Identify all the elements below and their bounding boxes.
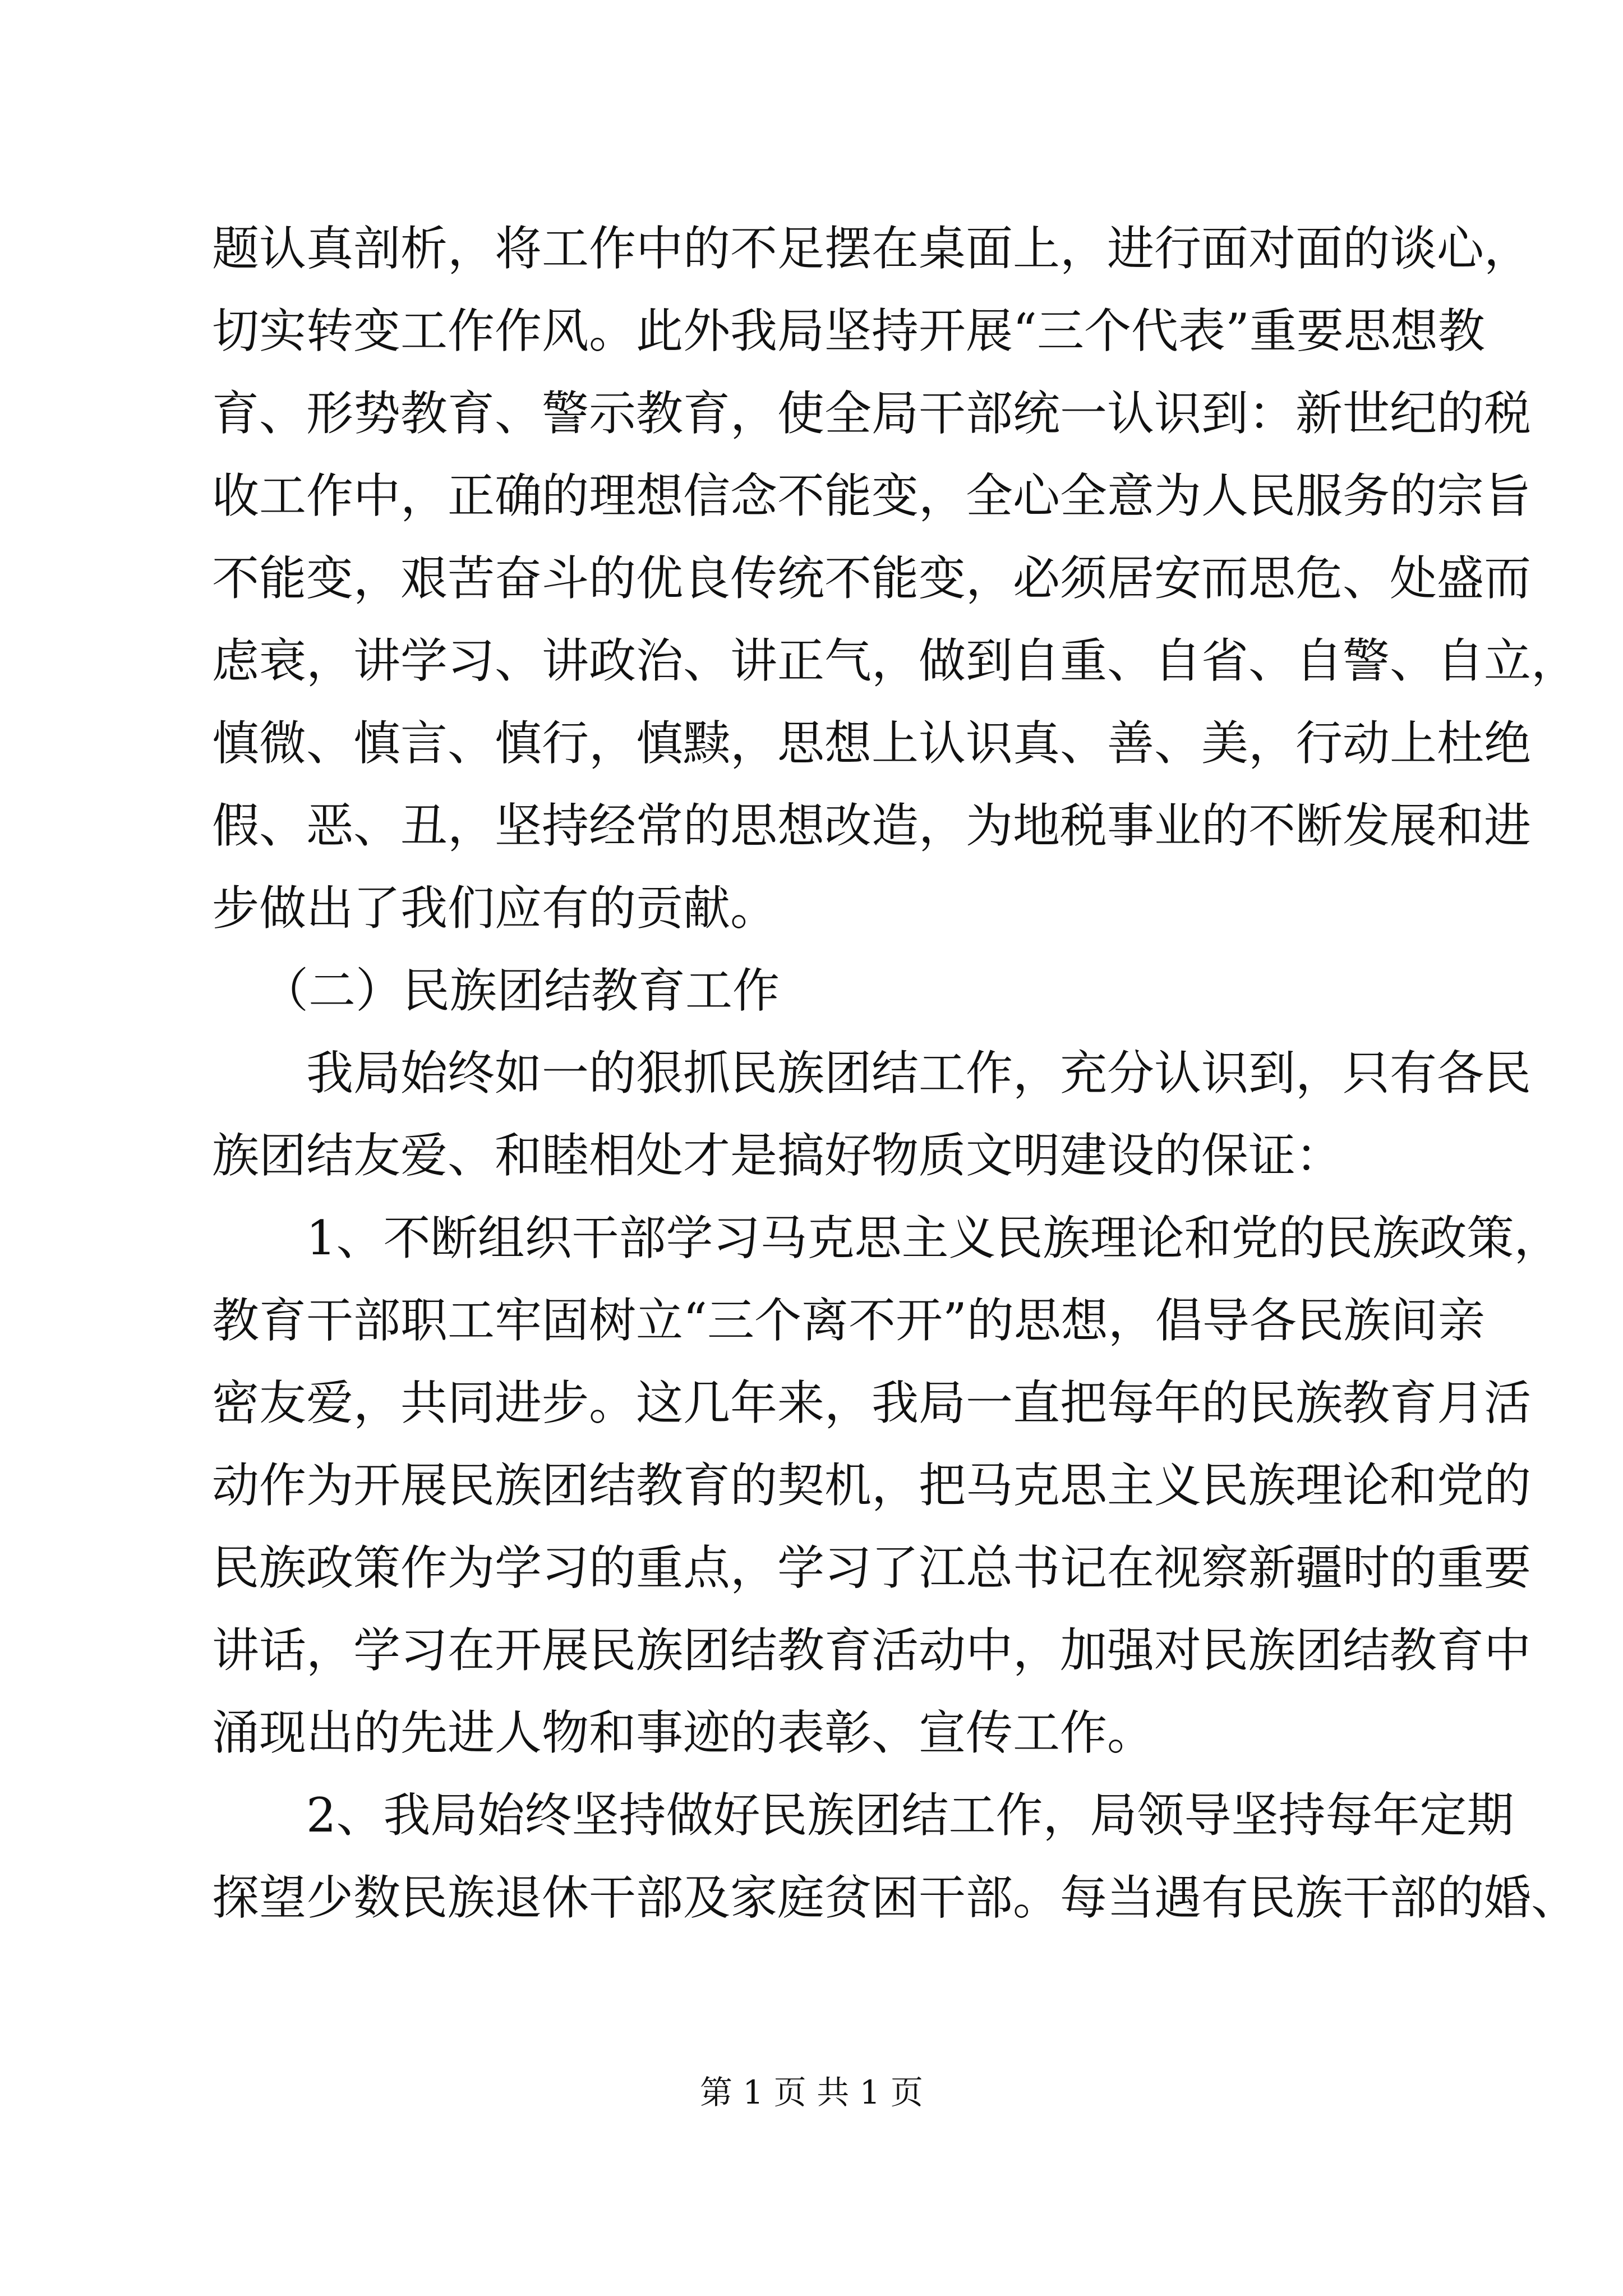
text-line: 1、不断组织干部学习马克思主义民族理论和党的民族政策， (306, 1211, 1561, 1266)
text-line: 慎微、慎言、慎行，慎黩，思想上认识真、善、美，行动上杜绝 (212, 716, 1532, 771)
text-line: 讲话，学习在开展民族团结教育活动中，加强对民族团结教育中 (212, 1623, 1532, 1678)
text-line: 虑衰，讲学习、讲政治、讲正气，做到自重、自省、自警、自立， (212, 633, 1579, 688)
text-line: 不能变，艰苦奋斗的优良传统不能变，必须居安而思危、处盛而 (212, 551, 1532, 606)
section-heading: （二）民族团结教育工作 (261, 963, 780, 1018)
text-line: 探望少数民族退休干部及家庭贫困干部。每当遇有民族干部的婚、 (212, 1870, 1579, 1925)
text-line: 收工作中，正确的理想信念不能变，全心全意为人民服务的宗旨 (212, 468, 1532, 523)
text-line: 题认真剖析，将工作中的不足摆在桌面上，进行面对面的谈心， (212, 221, 1532, 276)
text-line: 假、恶、丑，坚持经常的思想改造，为地税事业的不断发展和进 (212, 798, 1532, 853)
text-line: 教育干部职工牢固树立“三个离不开”的思想，倡导各民族间亲 (212, 1293, 1485, 1348)
text-line: 育、形势教育、警示教育，使全局干部统一认识到：新世纪的税 (212, 386, 1532, 441)
text-line: 族团结友爱、和睦相处才是搞好物质文明建设的保证： (212, 1128, 1343, 1183)
text-line: 我局始终如一的狠抓民族团结工作，充分认识到，只有各民 (306, 1046, 1532, 1101)
text-line: 涌现出的先进人物和事迹的表彰、宣传工作。 (212, 1705, 1155, 1760)
page-footer: 第 1 页 共 1 页 (700, 2073, 923, 2111)
text-line: 民族政策作为学习的重点，学习了江总书记在视察新疆时的重要 (212, 1540, 1532, 1595)
text-line: 动作为开展民族团结教育的契机，把马克思主义民族理论和党的 (212, 1458, 1532, 1513)
text-line: 2、我局始终坚持做好民族团结工作，局领导坚持每年定期 (306, 1788, 1514, 1843)
text-line: 步做出了我们应有的贡献。 (212, 881, 778, 936)
text-line: 密友爱，共同进步。这几年来，我局一直把每年的民族教育月活 (212, 1375, 1532, 1430)
text-line: 切实转变工作作风。此外我局坚持开展“三个代表”重要思想教 (212, 303, 1485, 358)
